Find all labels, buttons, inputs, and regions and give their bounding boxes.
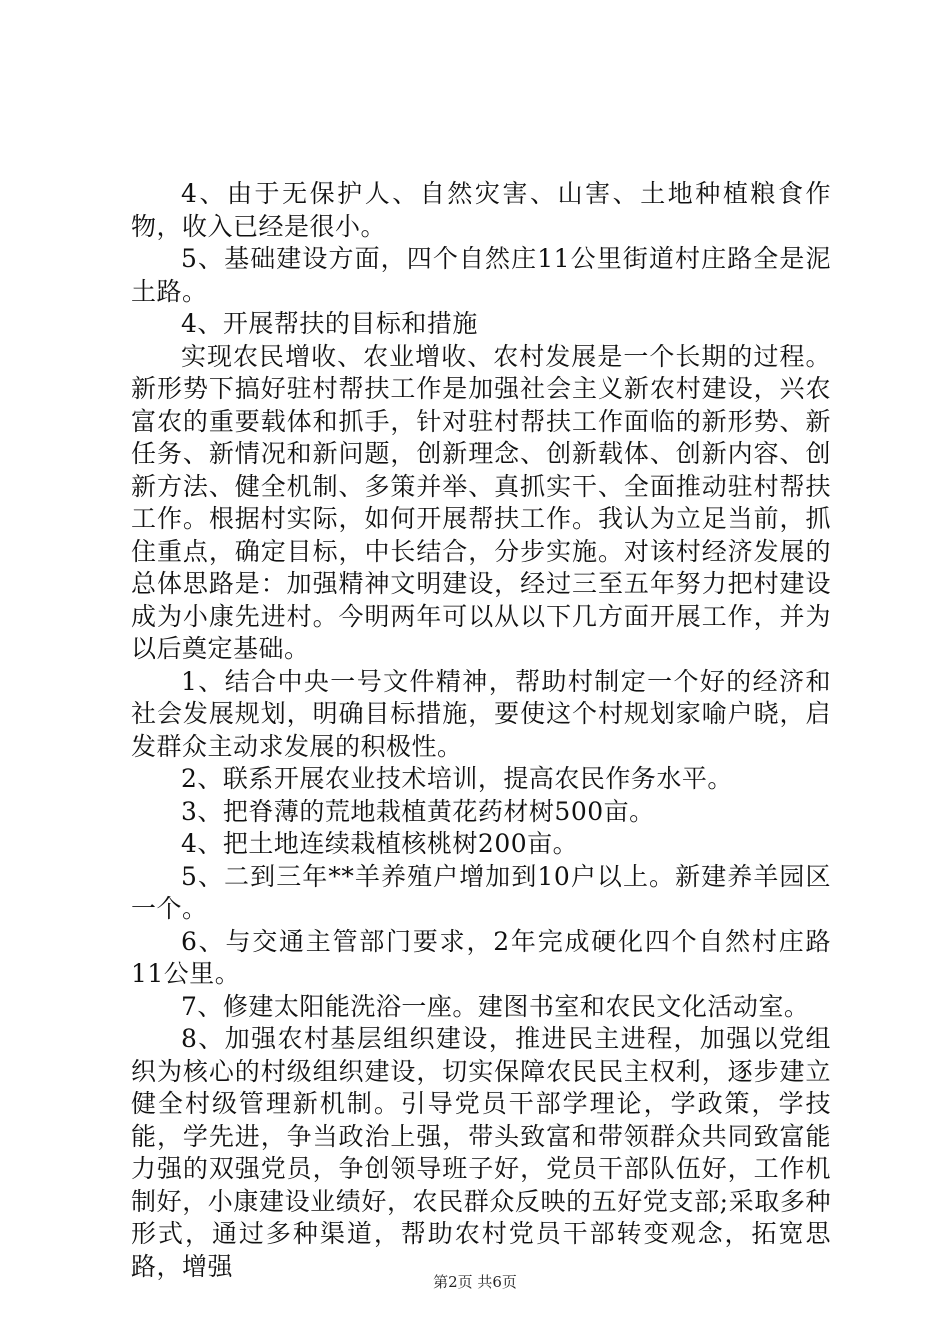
list-item-4: 4、把土地连续栽植核桃树200亩。 [181, 829, 579, 858]
list-item-7: 7、修建太阳能洗浴一座。建图书室和农民文化活动室。 [181, 991, 810, 1021]
paragraph-overview: 实现农民增收、农业增收、农村发展是一个长期的过程。新形势下搞好驻村帮扶工作是加强社会主义新农村建设，兴农富农的重要载体和抓手，针对驻村帮扶工作面临的新形势、新任务、新情况和新问题，创新理念、创新载体、创新内容、创新方法、健全机制、多策并举、真抓实干、全面推动驻村帮扶工作。根据村实际，如何开展帮扶工作。我认为立足当前，抓住重点，确定目标，中长结合，分步实施。对该村经济发展的总体思路是：加强精神文明建设，经过三至五年努力把村建设成为小康先进村。今明两年可以从以下几方面开展工作，并为以后奠定基础。 [131, 341, 831, 663]
paragraph-infrastructure: 5、基础建设方面，四个自然庄11公里街道村庄路全是泥土路。 [131, 244, 831, 306]
section-heading-goals: 4、开展帮扶的目标和措施 [181, 309, 478, 338]
list-item-6: 6、与交通主管部门要求，2年完成硬化四个自然村庄路11公里。 [131, 926, 831, 988]
body-text [131, 178, 831, 1283]
page-footer [0, 1272, 950, 1292]
list-item-5: 5、二到三年**羊养殖户增加到10户以上。新建养羊园区一个。 [131, 861, 831, 923]
page-number-label: 第2页 共6页 [433, 1273, 517, 1291]
paragraph-income: 4、由于无保护人、自然灾害、山害、土地种植粮食作物，收入已经是很小。 [131, 179, 831, 241]
list-item-8: 8、加强农村基层组织建设，推进民主进程，加强以党组织为核心的村级组织建设，切实保障农民民主权利，逐步建立健全村级管理新机制。引导党员干部学理论，学政策，学技能，学先进，争当政治上强，带头致富和带领群众共同致富能力强的双强党员，争创领导班子好，党员干部队伍好，工作机制好，小康建设业绩好，农民群众反映的五好党支部;采取多种形式，通过多种渠道，帮助农村党员干部转变观念，拓宽思路，增强 [131, 1024, 831, 1281]
list-item-1: 1、结合中央一号文件精神，帮助村制定一个好的经济和社会发展规划，明确目标措施，要使这个村规划家喻户晓，启发群众主动求发展的积极性。 [131, 666, 831, 761]
list-item-3: 3、把脊薄的荒地栽植黄花药材树500亩。 [181, 796, 655, 826]
list-item-2: 2、联系开展农业技术培训，提高农民作务水平。 [181, 764, 733, 793]
